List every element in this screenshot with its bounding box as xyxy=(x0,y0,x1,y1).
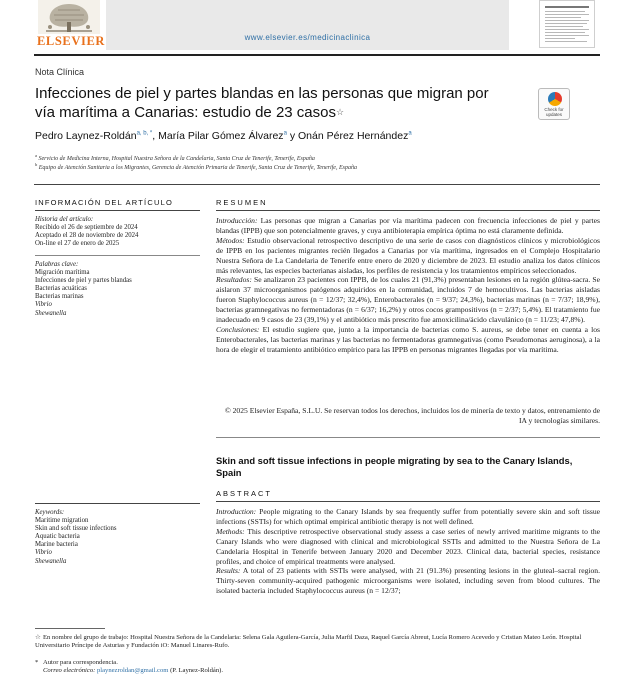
abstract-divider xyxy=(216,501,600,502)
article-title xyxy=(35,84,505,122)
journal-cover-thumbnail xyxy=(539,0,595,48)
author-name[interactable]: María Pilar Gómez Álvarez xyxy=(158,130,284,142)
article-info-heading: INFORMACIÓN DEL ARTÍCULO xyxy=(35,198,173,207)
author-name[interactable]: Pedro Laynez-Roldán xyxy=(35,130,137,142)
author-name[interactable]: Onán Pérez Hernández xyxy=(298,130,409,142)
keyword-item: Bacterias marinas xyxy=(35,293,84,301)
keyword-item: Shewanella xyxy=(35,557,67,565)
left-column-divider xyxy=(35,255,200,256)
resumen-methods: Métodos: Estudio observacional retrospectivo descriptivo de una serie de casos con diagnósticos clínicos y microbiológicos de IPPB en los pacientes migrantes recién llegados a Canarias por vía marítima, ingresados en el Complejo Hospitalario Nuestra Señora de La Candelaria de Tenerife entre enero de 2020 y diciembre de 2023. El estudio analiza los datos clínicos más relevantes, las especies bacterianas aisladas, los perfiles de resistencia y los tratamientos empíricos seleccionados. xyxy=(216,235,600,275)
title-footnote-marker[interactable]: ☆ xyxy=(335,107,345,117)
affiliation-divider xyxy=(34,184,600,185)
history-label: Historia del artículo: xyxy=(35,216,94,223)
keyword-item: Marine bacteria xyxy=(35,541,78,549)
keyword-item: Shewanella xyxy=(35,309,67,317)
keyword-item: Maritime migration xyxy=(35,517,89,525)
keyword-item: Aquatic bacteria xyxy=(35,533,80,541)
footnote-marker: * xyxy=(35,659,39,666)
keywords-en xyxy=(35,509,117,566)
resumen-end-divider xyxy=(216,437,600,438)
header-divider xyxy=(34,54,600,56)
check-updates-icon xyxy=(548,92,562,106)
author-email-link[interactable]: playnezroldan@gmail.com xyxy=(96,667,169,674)
publisher-logo-text: ELSEVIER xyxy=(37,34,106,48)
resumen-body xyxy=(216,216,600,355)
abstract-results: Results: A total of 23 patients with SSTIs were analysed, with 21 (91.3%) presenting lesions in the gluteal–sacral region. Thirty-seven community-acquired pathogenic microorganisms were isolated, including seven from blood cultures. The isolated bacteria included Staphylococcus aureus (n = 12/37; xyxy=(216,566,600,596)
article-section-label: Nota Clínica xyxy=(35,67,85,77)
resumen-introduction: Introducción: Las personas que migran a Canarias por vía marítima padecen con frecuencia infecciones de piel y partes blandas (IPPB) que son potencialmente graves, y cuya antibioterapia empírica óptima no está claramente definida. xyxy=(216,216,600,235)
footnote-email: Correo electrónico: playnezroldan@gmail.com (P. Laynez-Roldán). xyxy=(43,667,223,674)
footnote-divider xyxy=(35,628,105,629)
keywords-es xyxy=(35,261,132,318)
resumen-divider xyxy=(216,210,600,211)
left-column-divider xyxy=(35,210,200,211)
affiliation: $^b$ Equipo de Atención Sanitaria a los Migrantes, Gerencia de Atención Primaria de Tenerife, Santa Cruz de Tenerife, Tenerife, España xyxy=(35,162,357,171)
journal-header xyxy=(0,0,634,52)
abstract-introduction: Introduction: People migrating to the Canary Islands by sea frequently suffer from potentially severe skin and soft tissue infections (SSTIs) for which optimal empirical antibiotic therapy is not well defined. xyxy=(216,507,601,526)
author-affiliation-marker[interactable]: a xyxy=(408,130,412,137)
author-list: Pedro Laynez-Roldán$^{a, b, *}$, María Pilar Gómez Álvarez$^a$ y Onán Pérez Hernández$^a$ xyxy=(35,130,412,142)
check-updates-label: Check for updates xyxy=(544,107,564,117)
copyright-notice: © 2025 Elsevier España, S.L.U. Se reservan todos los derechos, incluidos los de minería de texto y datos, entrenamiento de IA y tecnologías similares. xyxy=(224,406,600,425)
abstract-methods: Methods: This descriptive retrospective observational study assess a case series of newly arrived maritime migrants to the Canary Islands who were diagnosed with clinical and microbiological SSTIs and admitted to the Nuestra Señora de La Candelaria Hospital in Tenerife between January 2020 and December 2023. Clinical data, bacterial species, resistance profiles, and choice of empirical treatments were analysed. xyxy=(216,526,601,566)
elsevier-tree-logo-icon xyxy=(38,0,100,34)
resumen-results: Resultados: Se analizaron 23 pacientes con IPPB, de los cuales 21 (91,3%) presentaban lesiones en la región glútea-sacra. Se aislaron 37 microorganismos patógenos adquiridos en la comunidad, incluidos 7 de hemocultivos. Las bacterias aisladas fueron Staphylococcus aureus (n = 12/37; 32,4%), Enterobacterales (n = 9/37; 24,3%), bacterias marinas (n = 7/37; 18,9%), bacterias gramnegativas no fermentadoras (n = 6/37; 16,2%) y otros cocos grampositivos (n = 2/37; 5,4%). El tratamiento fue inadecuado en 9 casos de 23 (39,1%) y el antibiótico más prescrito fue amoxicilina/ácido clavulánico (n = 11/23; 47,8%). xyxy=(216,275,600,325)
history-accepted: Aceptado el 28 de noviembre de 2024 xyxy=(35,232,139,240)
history-received: Recibido el 26 de septiembre de 2024 xyxy=(35,224,138,232)
journal-url-link[interactable]: www.elsevier.es/medicinaclinica xyxy=(244,33,371,42)
keywords-es-label: Palabras clave: xyxy=(35,261,79,268)
english-title: Skin and soft tissue infections in people migrating by sea to the Canary Islands, Spain xyxy=(216,455,573,478)
resumen-heading: RESUMEN xyxy=(216,198,268,207)
keyword-item: Bacterias acuáticas xyxy=(35,285,87,293)
resumen-conclusions: Conclusiones: El estudio sugiere que, junto a la importancia de bacterias como S. aureus, se debe tener en cuenta a los Enterobacterales, las bacterias marinas y las bacterias no fermentadoras gramnegativas (como Pseudomonas aeruginosa), a la hora de elegir el tratamiento antibiótico empírico para las IPPB en personas migrantes llegadas por vía marítima. xyxy=(216,324,600,354)
check-for-updates-button[interactable] xyxy=(538,88,570,120)
keyword-item: Vibrio xyxy=(35,549,52,557)
abstract-heading: ABSTRACT xyxy=(216,489,273,498)
footnote-working-group: ☆ En nombre del grupo de trabajo: Hospital Nuestra Señora de la Candelaria: Selena Gala Aguilera-García, Julia Marfil Daza, Raquel García Abreut, Lucía Romero Acevedo y Cristian Mateo León. Hospital Universitario Príncipe de Asturias y Fundación iO: Manuel Linares-Rufo. xyxy=(35,634,582,650)
footnote-marker: ☆ xyxy=(35,634,41,641)
keywords-en-label: Keywords: xyxy=(35,509,65,516)
article-history xyxy=(35,216,138,248)
keyword-item: Migración marítima xyxy=(35,269,90,277)
left-column-divider xyxy=(35,503,200,504)
keyword-item: Vibrio xyxy=(35,301,52,309)
keyword-item: Skin and soft tissue infections xyxy=(35,525,117,533)
journal-banner xyxy=(106,0,509,50)
author-affiliation-marker[interactable]: a xyxy=(283,130,287,137)
abstract-body xyxy=(216,507,600,596)
history-online: On-line el 27 de enero de 2025 xyxy=(35,240,120,248)
article-title-text: Infecciones de piel y partes blandas en las personas que migran por vía marítima a Canarias: estudio de 23 casos xyxy=(35,85,489,121)
footnote-corresponding-author: * Autor para correspondencia. xyxy=(35,659,118,666)
keyword-item: Infecciones de piel y partes blandas xyxy=(35,277,132,285)
author-affiliation-marker[interactable]: a, b, * xyxy=(136,130,153,137)
affiliation: $^a$ Servicio de Medicina Interna, Hospital Nuestra Señora de la Candelaria, Santa Cruz de Tenerife, Tenerife, España xyxy=(35,153,315,162)
